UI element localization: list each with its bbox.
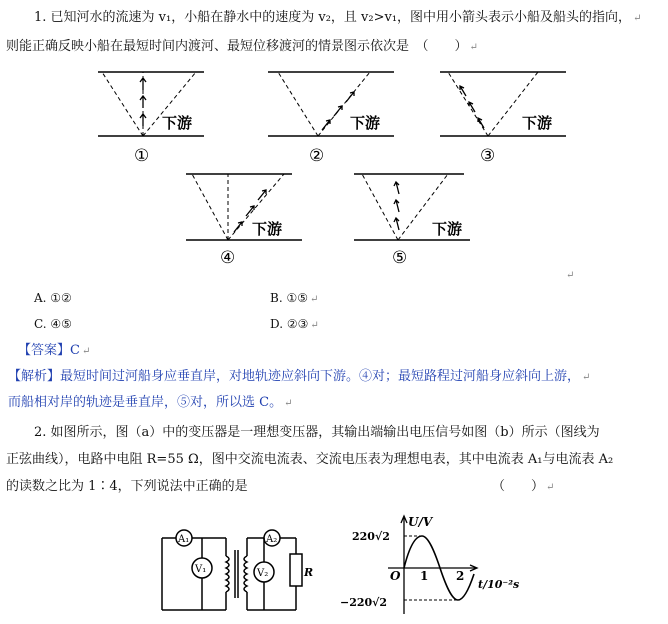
ammeter-a2-label: A₂ xyxy=(266,534,278,545)
figure-label-4: ④ xyxy=(220,248,236,268)
q1-stem-line2: 则能正确反映小船在最短时间内渡河、最短位移渡河的情景图示依次是 （ ） ↵ xyxy=(6,39,478,54)
option-a[interactable]: A. ①② xyxy=(34,291,72,305)
q1-figure-1 xyxy=(96,64,206,168)
q2-stem-line3: 的读数之比为 1∶4，下列说法中正确的是 xyxy=(6,479,248,494)
graph-ymax: 220√2 xyxy=(352,530,390,543)
downstream-label: 下游 xyxy=(432,220,463,238)
q1-figure-4 xyxy=(184,168,314,270)
q1-figure-3 xyxy=(438,64,568,168)
q1-figure-5 xyxy=(352,168,482,270)
figure-label-2: ② xyxy=(309,146,325,166)
graph-xlabel: t/10⁻²s xyxy=(478,578,520,591)
return-mark: ↵ xyxy=(566,270,575,281)
downstream-label: 下游 xyxy=(522,114,553,132)
circuit-diagram xyxy=(158,520,318,620)
downstream-label: 下游 xyxy=(162,114,193,132)
option-c[interactable]: C. ④⑤ xyxy=(34,317,72,331)
q2-stem-line2: 正弦曲线），电路中电阻 R=55 Ω，图中交流电流表、交流电压表为理想电表，其中电流表 A₁与电流表 A₂ xyxy=(6,452,614,467)
option-b[interactable]: B. ①⑤ ↵ xyxy=(270,291,319,305)
voltmeter-v1-label: V₁ xyxy=(195,564,207,575)
q1-stem-line1: 1. 已知河水的流速为 v₁，小船在静水中的速度为 v₂，且 v₂>v₁，图中用小箭头表示小船及船头的指向， ↵ xyxy=(34,10,642,25)
figure-label-3: ③ xyxy=(480,146,496,166)
downstream-label: 下游 xyxy=(350,114,381,132)
q1-analysis-line1: 【解析】最短时间过河船身应垂直岸，对地轨迹应斜向下游。④对；最短路程过河船身应斜向上游， ↵ xyxy=(8,369,591,384)
voltage-graph xyxy=(336,510,532,622)
resistor-label: R xyxy=(304,566,314,579)
graph-origin: O xyxy=(390,569,401,583)
q2-stem-line1: 2. 如图所示，图（a）中的变压器是一理想变压器，其输出端输出电压信号如图（b）所示（图线为 xyxy=(34,425,600,440)
graph-ymin: −220√2 xyxy=(340,596,388,609)
downstream-label: 下游 xyxy=(252,220,283,238)
graph-tick-2: 2 xyxy=(456,569,465,583)
figure-label-5: ⑤ xyxy=(392,248,408,268)
q2-bracket: （ ） ↵ xyxy=(492,479,555,494)
graph-ylabel: U/V xyxy=(408,515,433,529)
q1-figure-2 xyxy=(266,64,396,168)
q1-analysis-line2: 而船相对岸的轨迹是垂直岸，⑤对，所以选 C。 ↵ xyxy=(8,395,293,410)
graph-tick-1: 1 xyxy=(420,569,429,583)
voltmeter-v2-label: V₂ xyxy=(257,568,269,579)
ammeter-a1-label: A₁ xyxy=(178,534,190,545)
figure-label-1: ① xyxy=(134,146,150,166)
q1-answer: 【答案】C ↵ xyxy=(18,343,91,358)
option-d[interactable]: D. ②③ ↵ xyxy=(270,317,319,331)
